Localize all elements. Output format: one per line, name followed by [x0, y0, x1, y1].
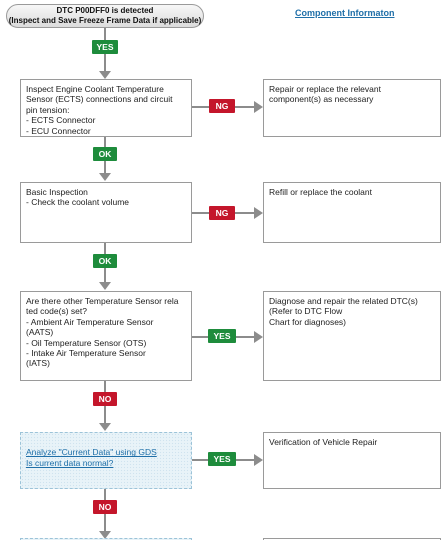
component-information-link[interactable]: Component Informaton: [295, 8, 395, 18]
label-ng-step2: NG: [209, 206, 235, 220]
analyze-current-data-link[interactable]: Analyze "Current Data" using GDS Is current data normal?: [26, 447, 157, 468]
arrow-right-icon: [254, 454, 263, 466]
arrow-right-icon: [254, 101, 263, 113]
label-yes-step3: YES: [208, 329, 236, 343]
start-node-title: DTC P00DFF0 is detected: [56, 6, 154, 15]
arrow-right-icon: [254, 207, 263, 219]
step-ects-connection-inspection: Inspect Engine Coolant Temperature Sensor (ECTS) connections and circuit pin tension: - ECTS Connector - ECU Connector: [20, 79, 192, 137]
arrow-right-icon: [254, 331, 263, 343]
label-no-step3: NO: [93, 392, 117, 406]
label-ok-step1: OK: [93, 147, 117, 161]
start-node-subtitle: (Inspect and Save Freeze Frame Data if applicable): [8, 16, 202, 25]
label-ng-step1: NG: [209, 99, 235, 113]
label-no-step4: NO: [93, 500, 117, 514]
arrow-down-icon: [99, 71, 111, 79]
arrow-down-icon: [99, 423, 111, 431]
result-verification-vehicle-repair: Verification of Vehicle Repair: [263, 432, 441, 489]
arrow-down-icon: [99, 173, 111, 181]
step-basic-inspection: Basic Inspection - Check the coolant volume: [20, 182, 192, 243]
step-related-temperature-sensor-codes: Are there other Temperature Sensor rela ted code(s) set? - Ambient Air Temperature Sensor (AATS) - Oil Temperature Sensor (OTS) - Intake Air Temperature Sensor (IATS): [20, 291, 192, 381]
step-analyze-current-data: [20, 432, 192, 489]
result-repair-replace-components: Repair or replace the relevant component(s) as necessary: [263, 79, 441, 137]
result-diagnose-related-dtcs: Diagnose and repair the related DTC(s) (Refer to DTC Flow Chart for diagnoses): [263, 291, 441, 381]
arrow-down-icon: [99, 282, 111, 290]
label-yes-step4: YES: [208, 452, 236, 466]
start-node-dtc-detected: [6, 4, 204, 28]
label-yes-start: YES: [92, 40, 118, 54]
result-refill-coolant: Refill or replace the coolant: [263, 182, 441, 243]
label-ok-step2: OK: [93, 254, 117, 268]
